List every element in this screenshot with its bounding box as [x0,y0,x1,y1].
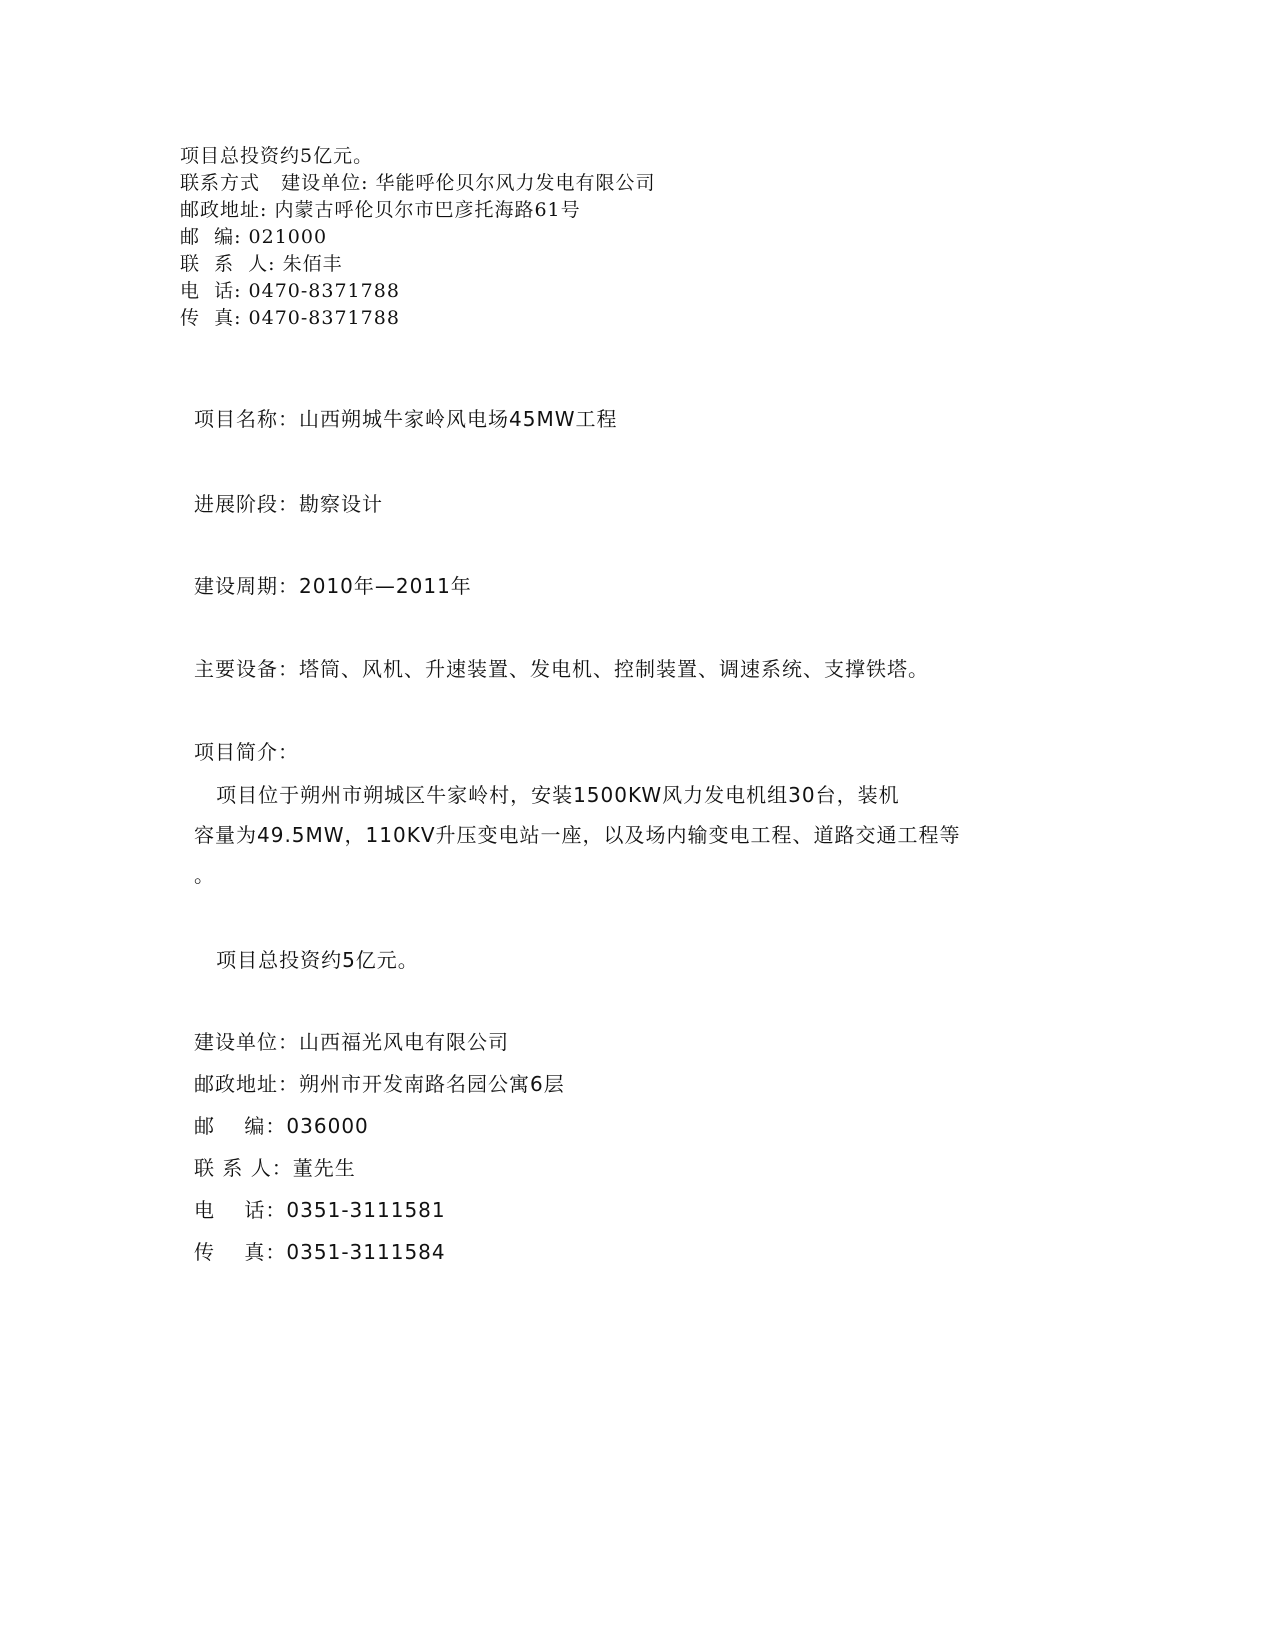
project-1-fax: 传 真: 0470-8371788 [180,307,400,329]
project-2-intro-label: 项目简介： [194,740,299,764]
project-1-contact-block [180,143,940,332]
project-2-period: 建设周期：2010年—2011年 [194,574,472,598]
project-2-phone: 电 话：0351-3111581 [194,1198,446,1222]
project-2-intro-line-1: 项目位于朔州市朔城区牛家岭村，安装1500KW风力发电机组30台，装机 [194,783,900,807]
project-2-stage: 进展阶段：勘察设计 [194,492,383,516]
project-2-intro-line-2: 容量为49.5MW，110KV升压变电站一座，以及场内输变电工程、道路交通工程等 [194,823,961,847]
project-2-name: 项目名称：山西朔城牛家岭风电场45MW工程 [194,407,618,431]
project-1-address: 邮政地址: 内蒙古呼伦贝尔市巴彦托海路61号 [180,199,581,221]
project-2-address: 邮政地址：朔州市开发南路名园公寓6层 [194,1072,565,1096]
project-1-contact-person: 联 系 人: 朱佰丰 [180,253,343,275]
project-2-fax: 传 真：0351-3111584 [194,1240,446,1264]
project-1-phone: 电 话: 0470-8371788 [180,280,400,302]
project-1-investment: 项目总投资约5亿元。 [180,145,374,167]
project-2-investment: 项目总投资约5亿元。 [194,948,419,972]
project-2-postcode: 邮 编：036000 [194,1114,369,1138]
project-1-postcode: 邮 编: 021000 [180,226,328,248]
project-2-equipment: 主要设备：塔筒、风机、升速装置、发电机、控制装置、调速系统、支撑铁塔。 [194,657,929,681]
project-2-intro-line-3: 。 [194,863,215,887]
project-1-contact-line: 联系方式 建设单位: 华能呼伦贝尔风力发电有限公司 [180,172,656,194]
project-2-builder: 建设单位：山西福光风电有限公司 [194,1030,509,1054]
project-2-contact-person: 联 系 人：董先生 [194,1156,356,1180]
